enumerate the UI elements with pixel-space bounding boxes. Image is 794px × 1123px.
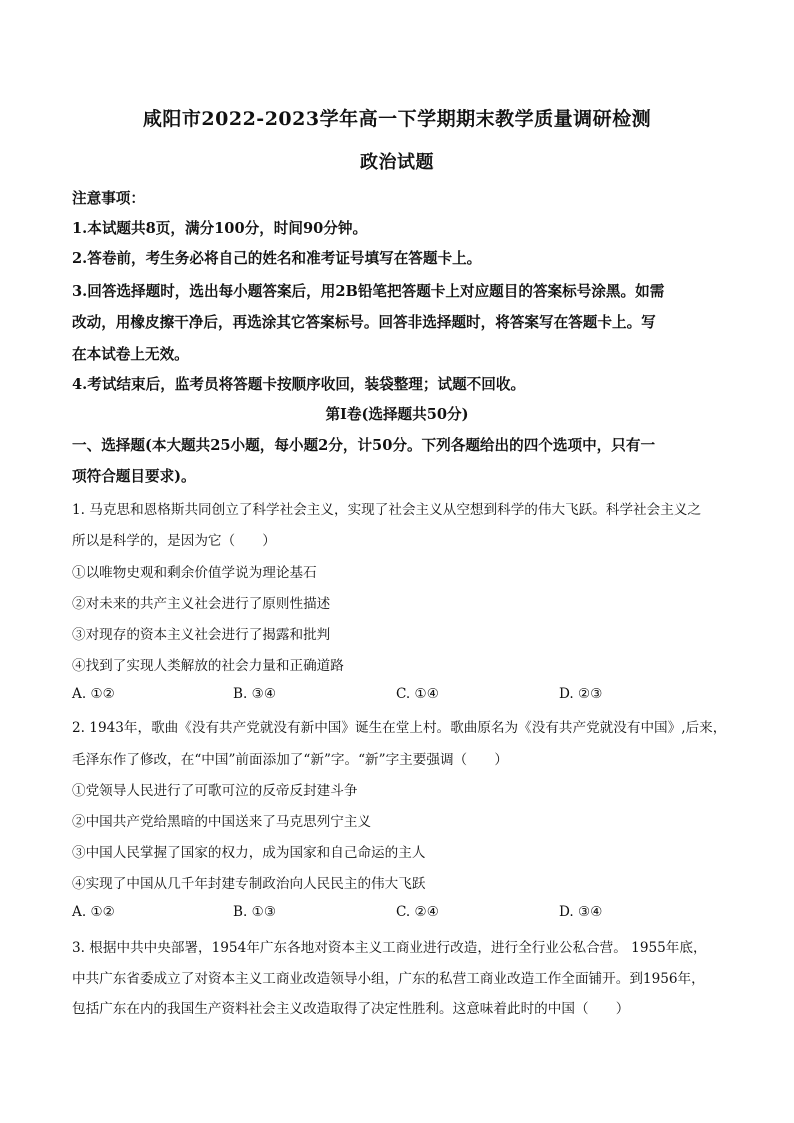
q3-stem: 中共广东省委成立了对资本主义工商业改造领导小组，广东的私营工商业改造工作全面铺开。到1956年，: [72, 971, 705, 987]
q2-stem: 毛泽东作了修改，在“中国”前面添加了“新”字。“新”字主要强调（ ）: [72, 752, 508, 768]
q1-statement: ①以唯物史观和剩余价值学说为理论基石: [72, 565, 317, 581]
section-instruction: 一、选择题(本大题共25小题，每小题2分，计50分。下列各题给出的四个选项中，只有一: [72, 437, 656, 454]
q2-option-a[interactable]: A. ①②: [72, 904, 115, 920]
q2-option-c[interactable]: C. ②④: [396, 904, 439, 920]
notice-item: 在本试卷上无效。: [72, 346, 189, 363]
q2-statement: ③中国人民掌握了国家的权力，成为国家和自己命运的主人: [72, 845, 426, 861]
exam-title: 咸阳市2022-2023学年高一下学期期末教学质量调研检测: [142, 108, 652, 130]
q2-stem: 2. 1943年，歌曲《没有共产党就没有新中国》诞生在堂上村。歌曲原名为《没有共产党就没有中国》,后来，: [72, 720, 727, 736]
section-instruction: 项符合题目要求)。: [72, 468, 196, 485]
q1-stem: 1. 马克思和恩格斯共同创立了科学社会主义，实现了社会主义从空想到科学的伟大飞跃。科学社会主义之: [72, 502, 702, 518]
q1-statement: ②对未来的共产主义社会进行了原则性描述: [72, 596, 331, 612]
q2-option-b[interactable]: B. ①③: [233, 904, 277, 920]
q1-option-d[interactable]: D. ②③: [559, 686, 603, 702]
notice-heading: 注意事项：: [72, 190, 145, 207]
notice-item: 1.本试题共8页，满分100分，时间90分钟。: [72, 220, 368, 237]
section-title: 第Ⅰ卷(选择题共50分): [325, 406, 469, 423]
q1-stem: 所以是科学的，是因为它（ ）: [72, 533, 276, 549]
q1-option-a[interactable]: A. ①②: [72, 686, 115, 702]
exam-subtitle: 政治试题: [360, 152, 434, 173]
notice-item: 4.考试结束后，监考员将答题卡按顺序收回，装袋整理；试题不回收。: [72, 376, 526, 393]
q2-statement: ①党领导人民进行了可歌可泣的反帝反封建斗争: [72, 783, 358, 799]
notice-item: 2.答卷前，考生务必将自己的姓名和准考证号填写在答题卡上。: [72, 250, 482, 267]
notice-item: 3.回答选择题时，选出每小题答案后，用2B铅笔把答题卡上对应题目的答案标号涂黑。如需: [72, 283, 665, 300]
q3-stem: 3. 根据中共中央部署，1954年广东各地对资本主义工商业进行改造，进行全行业公私合营。 1955年底，: [72, 940, 707, 956]
notice-item: 改动，用橡皮擦干净后，再选涂其它答案标号。回答非选择题时，将答案写在答题卡上。写: [72, 314, 656, 331]
q2-statement: ④实现了中国从几千年封建专制政治向人民民主的伟大飞跃: [72, 876, 426, 892]
q1-statement: ④找到了实现人类解放的社会力量和正确道路: [72, 658, 344, 674]
q2-option-d[interactable]: D. ③④: [559, 904, 603, 920]
q2-statement: ②中国共产党给黑暗的中国送来了马克思列宁主义: [72, 814, 372, 830]
q1-option-c[interactable]: C. ①④: [396, 686, 439, 702]
q1-option-b[interactable]: B. ③④: [233, 686, 277, 702]
q1-statement: ③对现存的资本主义社会进行了揭露和批判: [72, 627, 331, 643]
q3-stem: 包括广东在内的我国生产资料社会主义改造取得了决定性胜利。这意味着此时的中国（ ）: [72, 1001, 630, 1017]
